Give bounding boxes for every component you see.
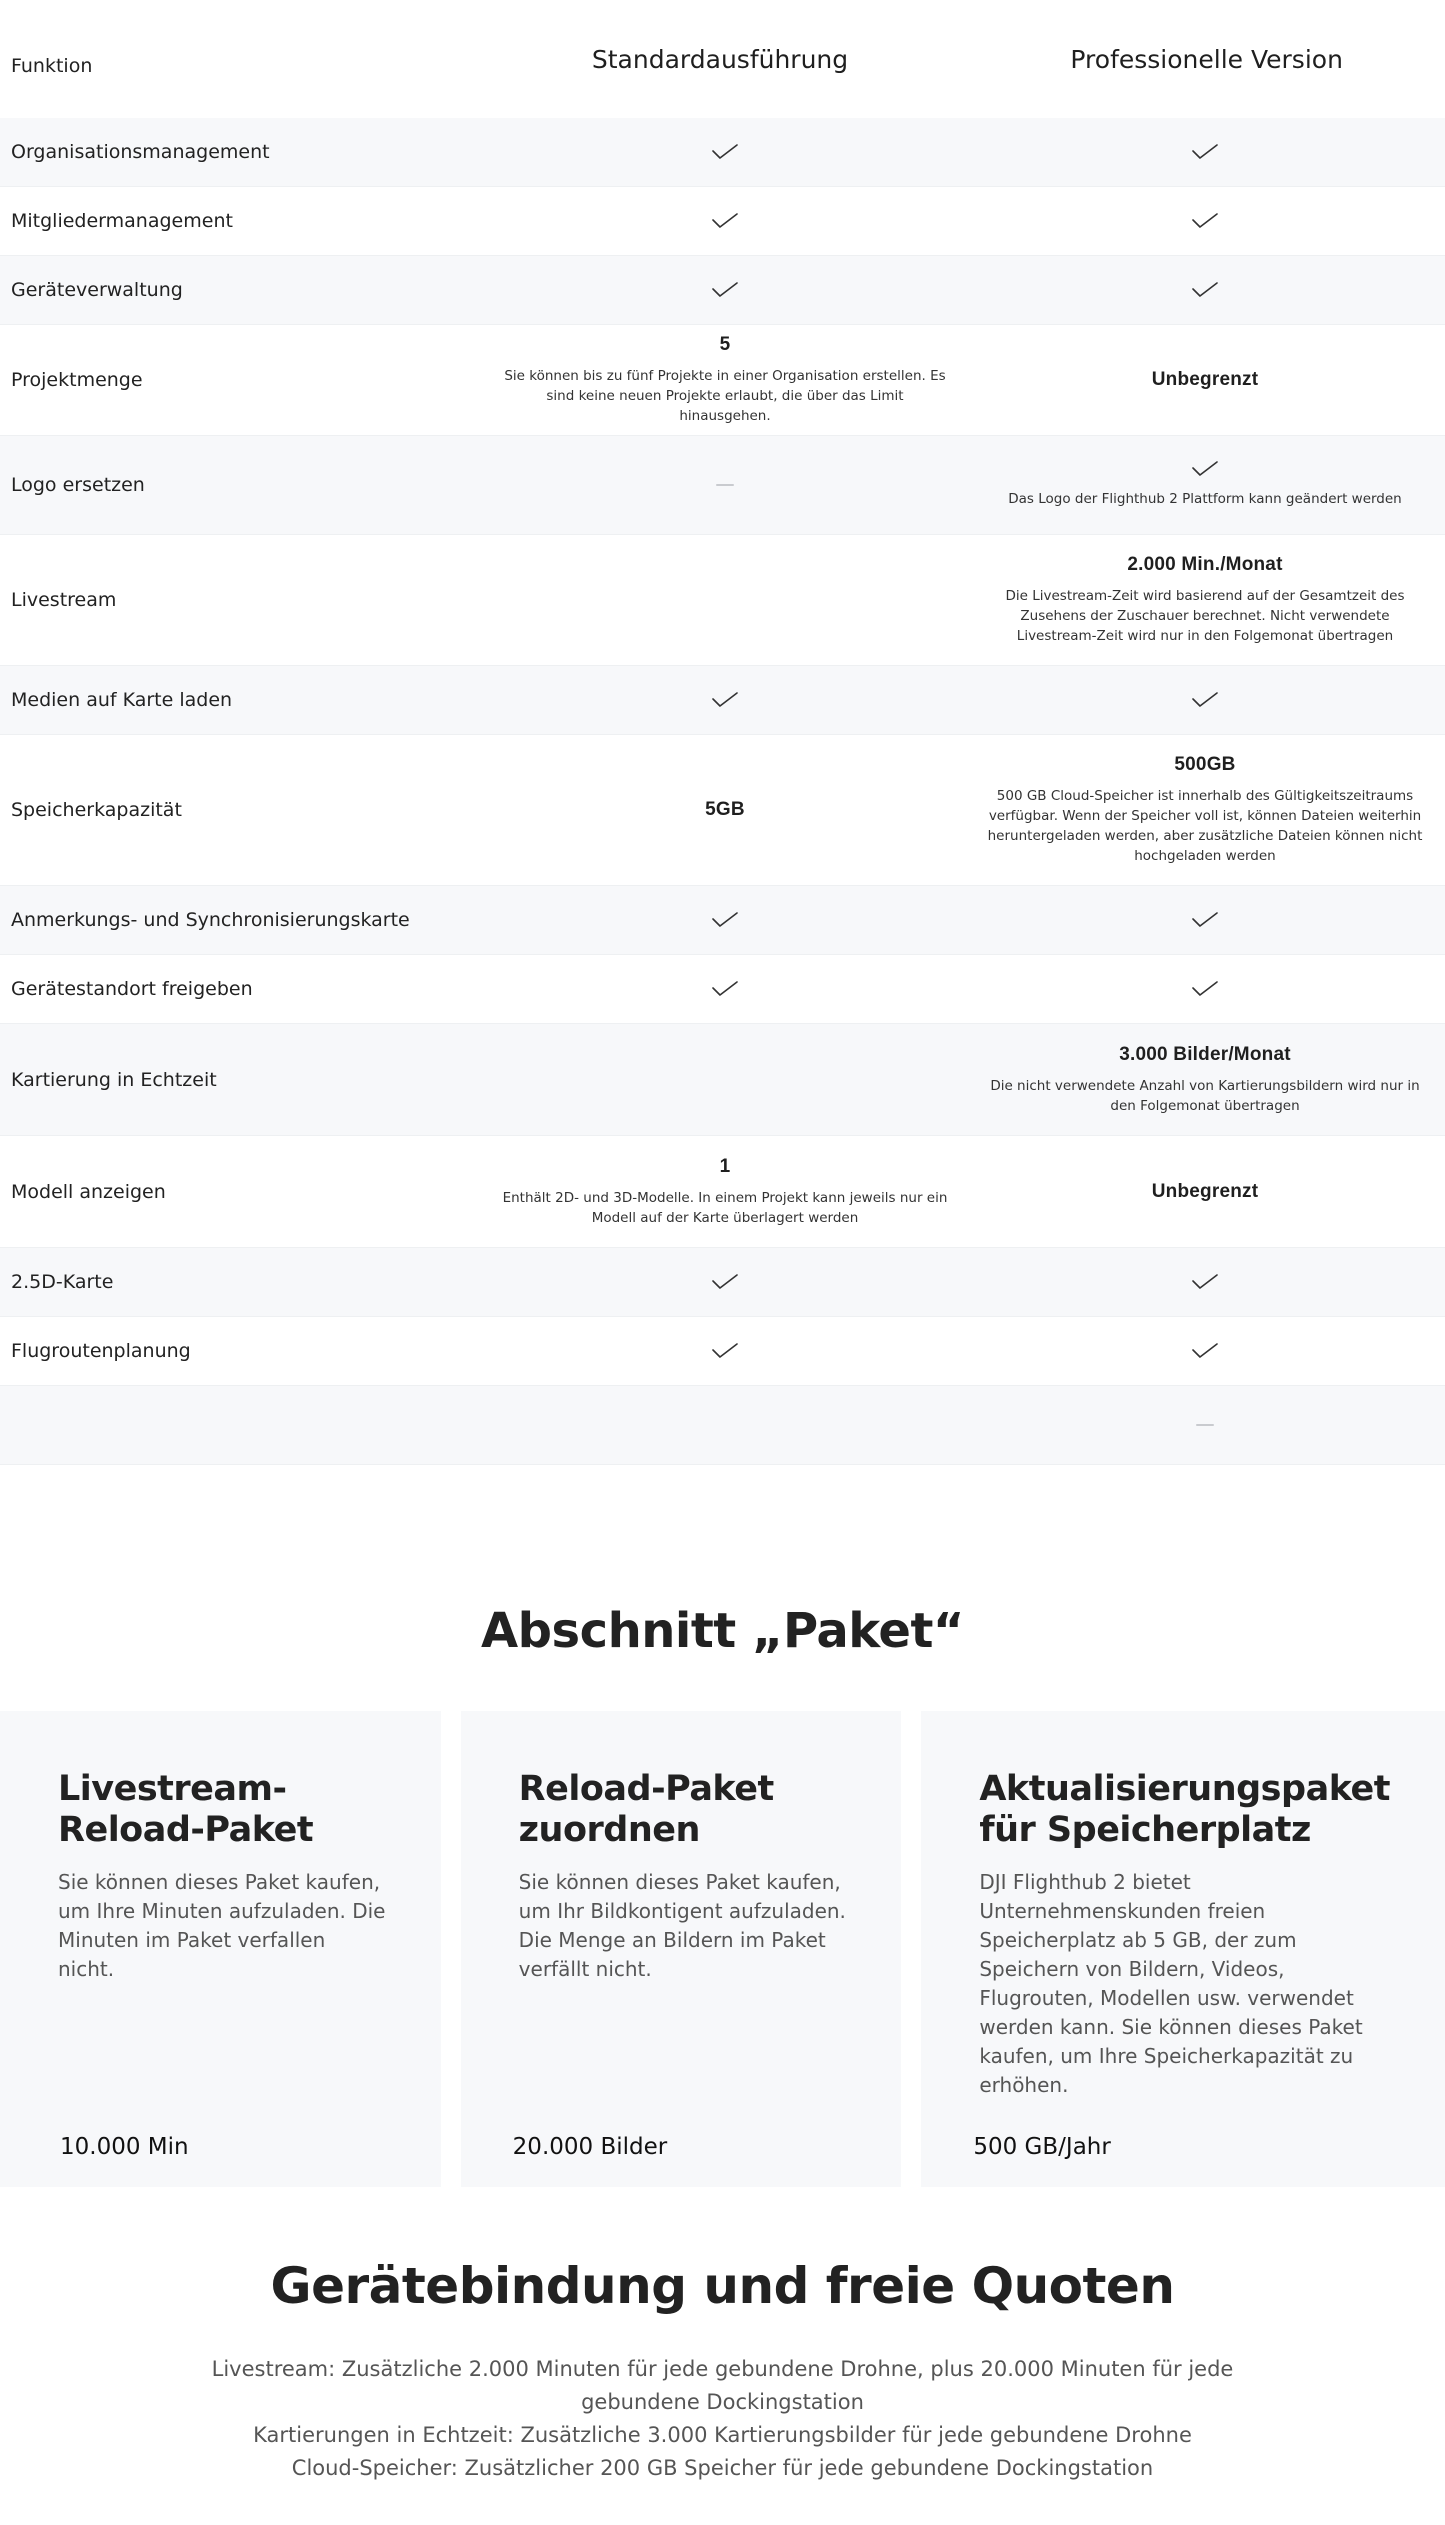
professional-cell bbox=[965, 754, 1445, 866]
package-card-images bbox=[461, 1711, 902, 2187]
device-binding-quotas bbox=[0, 2187, 1445, 2525]
standard-cell bbox=[485, 484, 965, 486]
quota-cloud-storage: Cloud-Speicher: Zusätzlicher 200 GB Speicher für jede gebundene Dockingstation bbox=[291, 2456, 1154, 2480]
check-icon bbox=[1192, 692, 1218, 708]
header-feature: Funktion bbox=[11, 55, 93, 77]
table-row bbox=[0, 1024, 1445, 1136]
package-title: Livestream-Reload-Paket bbox=[58, 1769, 314, 1850]
feature-label: Logo ersetzen bbox=[11, 474, 145, 496]
professional-cell bbox=[965, 1343, 1445, 1359]
standard-cell bbox=[485, 799, 965, 821]
quotas-title: Gerätebindung und freie Quoten bbox=[270, 2257, 1175, 2315]
packages-list bbox=[0, 1711, 1445, 2187]
feature-value: Unbegrenzt bbox=[1151, 369, 1259, 390]
package-amount: 20.000 Bilder bbox=[512, 2134, 668, 2160]
feature-label: Medien auf Karte laden bbox=[11, 689, 233, 711]
feature-value: 500GB bbox=[1174, 754, 1236, 775]
standard-cell bbox=[485, 912, 965, 928]
feature-value: 2.000 Min./Monat bbox=[1127, 554, 1283, 575]
package-description: Sie können dieses Paket kaufen, um Ihr Bildkontigent aufzuladen. Die Menge an Bildern im Paket verfällt nicht. bbox=[518, 1870, 846, 1981]
professional-cell bbox=[965, 369, 1445, 391]
feature-value: 5GB bbox=[705, 799, 745, 820]
check-icon bbox=[1192, 1274, 1218, 1290]
check-icon bbox=[712, 144, 738, 160]
packages-section-title: Abschnitt „Paket“ bbox=[481, 1603, 964, 1659]
feature-label: Flugroutenplanung bbox=[11, 1340, 191, 1362]
check-icon bbox=[712, 213, 738, 229]
professional-cell bbox=[965, 1044, 1445, 1116]
check-icon bbox=[1192, 213, 1218, 229]
standard-cell bbox=[485, 692, 965, 708]
feature-label: Organisationsmanagement bbox=[11, 141, 270, 163]
professional-cell bbox=[965, 1181, 1445, 1203]
not-available-dash-icon bbox=[716, 484, 734, 486]
standard-cell bbox=[485, 1156, 965, 1228]
feature-value: 5 bbox=[719, 334, 731, 355]
feature-value: 1 bbox=[719, 1155, 731, 1177]
standard-cell bbox=[485, 981, 965, 997]
table-row bbox=[0, 535, 1445, 666]
professional-cell bbox=[965, 144, 1445, 160]
standard-cell bbox=[485, 1343, 965, 1359]
feature-label: Gerätestandort freigeben bbox=[11, 978, 253, 1000]
feature-note: Die Livestream-Zeit wird basierend auf der Gesamtzeit des Zusehens der Zuschauer berechnet. Nicht verwendete Livestream-Zeit wird nur in den Folgemonat übertragen bbox=[1005, 588, 1405, 644]
package-amount: 500 GB/Jahr bbox=[973, 2134, 1111, 2160]
check-icon bbox=[712, 1274, 738, 1290]
standard-cell bbox=[485, 282, 965, 298]
check-icon bbox=[1192, 461, 1218, 477]
check-icon bbox=[1192, 282, 1218, 298]
feature-label: 2.5D-Karte bbox=[11, 1271, 114, 1293]
feature-label: Geräteverwaltung bbox=[11, 279, 183, 301]
header-standard: Standardausführung bbox=[591, 44, 849, 74]
table-row bbox=[0, 118, 1445, 187]
table-row bbox=[0, 436, 1445, 535]
package-description: Sie können dieses Paket kaufen, um Ihre Minuten aufzuladen. Die Minuten im Paket verfallen nicht. bbox=[58, 1870, 386, 1981]
feature-label: Modell anzeigen bbox=[11, 1180, 166, 1203]
feature-label: Mitgliedermanagement bbox=[11, 210, 233, 232]
professional-cell bbox=[965, 213, 1445, 229]
table-header bbox=[0, 0, 1445, 118]
professional-cell bbox=[965, 692, 1445, 708]
feature-note: Enthält 2D- und 3D-Modelle. In einem Projekt kann jeweils nur ein Modell auf der Karte überlagert werden bbox=[502, 1189, 948, 1226]
standard-cell bbox=[485, 334, 965, 426]
feature-note: Das Logo der Flighthub 2 Plattform kann geändert werden bbox=[1008, 491, 1402, 507]
header-professional: Professionelle Version bbox=[1070, 44, 1343, 74]
feature-note: Sie können bis zu fünf Projekte in einer Organisation erstellen. Es sind keine neuen Projekte erlaubt, die über das Limit hinausgehen. bbox=[504, 368, 946, 424]
standard-cell bbox=[485, 1274, 965, 1290]
check-icon bbox=[1192, 144, 1218, 160]
table-row bbox=[0, 256, 1445, 325]
package-description: DJI Flighthub 2 bietet Unternehmenskunden freien Speicherplatz ab 5 GB, der zum Speichern von Bildern, Videos, Flugrouten, Modellen usw. verwendet werden kann. Sie können dieses Paket kaufen, um Ihre Speicherkapazität zu erhöhen. bbox=[979, 1870, 1363, 2097]
package-card-storage bbox=[921, 1711, 1445, 2187]
professional-cell bbox=[965, 912, 1445, 928]
check-icon bbox=[1192, 912, 1218, 928]
table-row bbox=[0, 1386, 1445, 1465]
professional-cell bbox=[965, 282, 1445, 298]
feature-note: Die nicht verwendete Anzahl von Kartierungsbildern wird nur in den Folgemonat übertragen bbox=[990, 1077, 1420, 1114]
quota-livestream: Livestream: Zusätzliche 2.000 Minuten für jede gebundene Drohne, plus 20.000 Minuten für jede gebundene Dockingstation bbox=[211, 2357, 1234, 2414]
professional-cell bbox=[965, 554, 1445, 646]
package-amount: 10.000 Min bbox=[60, 2134, 189, 2160]
check-icon bbox=[1192, 981, 1218, 997]
check-icon bbox=[712, 1343, 738, 1359]
package-title: Aktualisierungspaket für Speicherplatz bbox=[979, 1769, 1390, 1850]
check-icon bbox=[712, 981, 738, 997]
feature-label: Livestream bbox=[11, 589, 117, 611]
feature-note: 500 GB Cloud-Speicher ist innerhalb des Gültigkeitszeitraums verfügbar. Wenn der Speicher voll ist, können Dateien weiterhin heruntergeladen werden, aber zusätzliche Dateien können nicht hochgeladen werden bbox=[987, 788, 1423, 864]
professional-cell bbox=[965, 981, 1445, 997]
package-card-livestream bbox=[0, 1711, 441, 2187]
table-body bbox=[0, 118, 1445, 1465]
feature-label: Speicherkapazität bbox=[11, 799, 182, 821]
quota-list bbox=[0, 2353, 1445, 2485]
table-row bbox=[0, 1248, 1445, 1317]
table-row bbox=[0, 187, 1445, 256]
table-row bbox=[0, 886, 1445, 955]
check-icon bbox=[712, 912, 738, 928]
feature-value: Unbegrenzt bbox=[1151, 1180, 1259, 1202]
professional-cell bbox=[965, 461, 1445, 509]
feature-label: Projektmenge bbox=[11, 369, 143, 391]
standard-cell bbox=[485, 144, 965, 160]
feature-label: Anmerkungs- und Synchronisierungskarte bbox=[11, 909, 410, 931]
professional-cell bbox=[965, 1424, 1445, 1426]
feature-label: Kartierung in Echtzeit bbox=[11, 1068, 217, 1091]
check-icon bbox=[712, 692, 738, 708]
table-row bbox=[0, 1136, 1445, 1248]
table-row bbox=[0, 666, 1445, 735]
table-row bbox=[0, 1317, 1445, 1386]
standard-cell bbox=[485, 213, 965, 229]
professional-cell bbox=[965, 1274, 1445, 1290]
table-row bbox=[0, 955, 1445, 1024]
check-icon bbox=[1192, 1343, 1218, 1359]
table-row bbox=[0, 325, 1445, 436]
feature-value: 3.000 Bilder/Monat bbox=[1119, 1043, 1291, 1065]
table-row bbox=[0, 735, 1445, 886]
quota-mapping: Kartierungen in Echtzeit: Zusätzliche 3.000 Kartierungsbilder für jede gebundene Drohne bbox=[253, 2423, 1192, 2447]
not-available-dash-icon bbox=[1196, 1424, 1214, 1426]
check-icon bbox=[712, 282, 738, 298]
package-title: Reload-Paket zuordnen bbox=[518, 1769, 774, 1850]
